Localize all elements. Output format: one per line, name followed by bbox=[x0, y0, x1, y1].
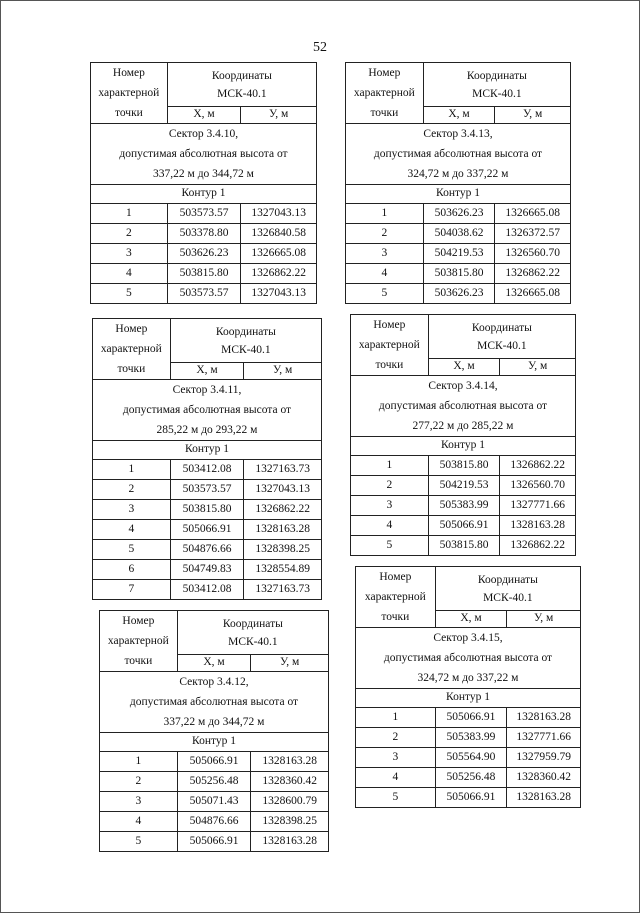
point-number: 2 bbox=[93, 480, 171, 500]
header-point-number bbox=[351, 315, 429, 376]
header-coordinates-line: Координаты bbox=[471, 321, 532, 334]
sector-description bbox=[351, 376, 576, 437]
point-number: 7 bbox=[93, 580, 171, 600]
header-coordinates bbox=[423, 63, 570, 107]
sector-line: допустимая абсолютная высота от bbox=[129, 696, 299, 708]
y-coordinate: 1328554.89 bbox=[244, 560, 322, 580]
y-coordinate: 1327959.79 bbox=[507, 748, 581, 768]
header-point-line: Номер bbox=[373, 319, 406, 331]
header-point-line: характерной bbox=[100, 343, 162, 355]
header-coordinates-line: Координаты bbox=[477, 573, 538, 586]
x-coordinate: 504749.83 bbox=[170, 560, 244, 580]
sector-line: Сектор 3.4.15, bbox=[433, 632, 503, 644]
header-point-line: точки bbox=[124, 655, 153, 667]
header-point-number bbox=[346, 63, 424, 124]
x-coordinate: 503573.57 bbox=[167, 204, 241, 224]
y-coordinate: 1328163.28 bbox=[251, 832, 329, 852]
header-coordinates bbox=[177, 611, 328, 655]
y-coordinate: 1328600.79 bbox=[251, 792, 329, 812]
contour-label: Контур 1 bbox=[100, 733, 329, 752]
y-coordinate: 1328163.28 bbox=[244, 520, 322, 540]
sector-line: допустимая абсолютная высота от bbox=[383, 652, 553, 664]
header-y: У, м bbox=[495, 107, 571, 124]
x-coordinate: 503815.80 bbox=[167, 264, 241, 284]
y-coordinate: 1328398.25 bbox=[251, 812, 329, 832]
table-row bbox=[346, 284, 571, 304]
y-coordinate: 1327043.13 bbox=[241, 284, 317, 304]
y-coordinate: 1327043.13 bbox=[241, 204, 317, 224]
sector-line: Сектор 3.4.14, bbox=[428, 380, 498, 392]
x-coordinate: 503626.23 bbox=[167, 244, 241, 264]
table-row bbox=[346, 224, 571, 244]
x-coordinate: 505066.91 bbox=[435, 708, 507, 728]
point-number: 1 bbox=[93, 460, 171, 480]
y-coordinate: 1327163.73 bbox=[244, 580, 322, 600]
header-point-number bbox=[100, 611, 178, 672]
sector-description bbox=[356, 628, 581, 689]
header-point-number bbox=[356, 567, 436, 628]
header-coordinates-line: МСК-40.1 bbox=[483, 591, 533, 604]
contour-label: Контур 1 bbox=[91, 185, 317, 204]
y-coordinate: 1326862.22 bbox=[495, 264, 571, 284]
header-coordinates bbox=[167, 63, 316, 107]
table-row bbox=[93, 560, 322, 580]
sector-line: допустимая абсолютная высота от bbox=[378, 400, 548, 412]
point-number: 5 bbox=[346, 284, 424, 304]
table-row bbox=[351, 496, 576, 516]
sector-line: допустимая абсолютная высота от bbox=[373, 148, 543, 160]
point-number: 4 bbox=[100, 812, 178, 832]
header-point-line: характерной bbox=[107, 635, 169, 647]
header-point-line: Номер bbox=[122, 615, 155, 627]
header-coordinates-line: МСК-40.1 bbox=[472, 87, 522, 100]
x-coordinate: 503573.57 bbox=[167, 284, 241, 304]
x-coordinate: 503815.80 bbox=[170, 500, 244, 520]
coordinates-table bbox=[92, 318, 322, 600]
x-coordinate: 505256.48 bbox=[435, 768, 507, 788]
point-number: 3 bbox=[100, 792, 178, 812]
point-number: 2 bbox=[91, 224, 168, 244]
header-y: У, м bbox=[500, 359, 576, 376]
header-coordinates bbox=[170, 319, 321, 363]
point-number: 5 bbox=[93, 540, 171, 560]
point-number: 2 bbox=[100, 772, 178, 792]
x-coordinate: 504038.62 bbox=[423, 224, 495, 244]
table-row bbox=[356, 708, 581, 728]
header-y: У, м bbox=[507, 611, 581, 628]
y-coordinate: 1326862.22 bbox=[500, 536, 576, 556]
contour-label: Контур 1 bbox=[356, 689, 581, 708]
x-coordinate: 503626.23 bbox=[423, 284, 495, 304]
table-row bbox=[356, 748, 581, 768]
header-coordinates-line: Координаты bbox=[466, 69, 527, 82]
header-coordinates-line: МСК-40.1 bbox=[228, 635, 278, 648]
table-row bbox=[351, 536, 576, 556]
header-coordinates bbox=[435, 567, 580, 611]
header-point-line: Номер bbox=[112, 67, 145, 79]
table-row bbox=[351, 476, 576, 496]
sector-description bbox=[91, 124, 317, 185]
table-row bbox=[91, 204, 317, 224]
header-point-line: точки bbox=[117, 363, 146, 375]
header-point-line: точки bbox=[381, 611, 410, 623]
table-row bbox=[351, 516, 576, 536]
sector-description bbox=[100, 672, 329, 733]
point-number: 3 bbox=[356, 748, 436, 768]
x-coordinate: 505383.99 bbox=[428, 496, 500, 516]
y-coordinate: 1326560.70 bbox=[495, 244, 571, 264]
header-y: У, м bbox=[241, 107, 317, 124]
table-row bbox=[93, 460, 322, 480]
table-row bbox=[351, 456, 576, 476]
contour-label: Контур 1 bbox=[351, 437, 576, 456]
sector-line: Сектор 3.4.11, bbox=[172, 384, 242, 396]
sector-line: допустимая абсолютная высота от bbox=[122, 404, 292, 416]
point-number: 4 bbox=[91, 264, 168, 284]
header-point-line: Номер bbox=[115, 323, 148, 335]
header-x: X, м bbox=[167, 107, 241, 124]
x-coordinate: 505066.91 bbox=[177, 752, 251, 772]
point-number: 5 bbox=[91, 284, 168, 304]
y-coordinate: 1327043.13 bbox=[244, 480, 322, 500]
sector-line: 277,22 м до 285,22 м bbox=[412, 420, 514, 432]
sector-line: 285,22 м до 293,22 м bbox=[156, 424, 258, 436]
table-row bbox=[93, 540, 322, 560]
table-row bbox=[100, 792, 329, 812]
x-coordinate: 504219.53 bbox=[423, 244, 495, 264]
page-number: 52 bbox=[313, 40, 327, 55]
y-coordinate: 1327163.73 bbox=[244, 460, 322, 480]
header-point-line: характерной bbox=[353, 87, 415, 99]
point-number: 1 bbox=[356, 708, 436, 728]
sector-line: 324,72 м до 337,22 м bbox=[417, 672, 519, 684]
header-point-line: характерной bbox=[364, 591, 426, 603]
sector-description bbox=[93, 380, 322, 441]
point-number: 5 bbox=[356, 788, 436, 808]
contour-label: Контур 1 bbox=[93, 441, 322, 460]
coordinates-table bbox=[90, 62, 317, 304]
x-coordinate: 504876.66 bbox=[170, 540, 244, 560]
sector-line: 337,22 м до 344,72 м bbox=[163, 716, 265, 728]
y-coordinate: 1328163.28 bbox=[500, 516, 576, 536]
y-coordinate: 1326840.58 bbox=[241, 224, 317, 244]
coordinates-table bbox=[350, 314, 576, 556]
point-number: 1 bbox=[91, 204, 168, 224]
table-row bbox=[91, 244, 317, 264]
header-point-line: характерной bbox=[358, 339, 420, 351]
point-number: 3 bbox=[93, 500, 171, 520]
table-row bbox=[356, 788, 581, 808]
header-point-number bbox=[93, 319, 171, 380]
y-coordinate: 1328163.28 bbox=[251, 752, 329, 772]
x-coordinate: 503815.80 bbox=[423, 264, 495, 284]
header-coordinates-line: Координаты bbox=[215, 325, 276, 338]
header-x: X, м bbox=[435, 611, 507, 628]
table-row bbox=[100, 752, 329, 772]
x-coordinate: 505066.91 bbox=[177, 832, 251, 852]
x-coordinate: 503412.08 bbox=[170, 580, 244, 600]
y-coordinate: 1326372.57 bbox=[495, 224, 571, 244]
x-coordinate: 505383.99 bbox=[435, 728, 507, 748]
point-number: 4 bbox=[93, 520, 171, 540]
coordinates-table bbox=[345, 62, 571, 304]
x-coordinate: 503815.80 bbox=[428, 456, 500, 476]
y-coordinate: 1328398.25 bbox=[244, 540, 322, 560]
header-x: X, м bbox=[428, 359, 500, 376]
point-number: 1 bbox=[351, 456, 429, 476]
x-coordinate: 503378.80 bbox=[167, 224, 241, 244]
point-number: 6 bbox=[93, 560, 171, 580]
table-row bbox=[100, 832, 329, 852]
table-row bbox=[93, 500, 322, 520]
table-row bbox=[93, 580, 322, 600]
header-coordinates-line: Координаты bbox=[211, 69, 272, 82]
table-row bbox=[356, 728, 581, 748]
table-row bbox=[100, 772, 329, 792]
header-coordinates bbox=[428, 315, 575, 359]
y-coordinate: 1326665.08 bbox=[495, 204, 571, 224]
point-number: 2 bbox=[356, 728, 436, 748]
x-coordinate: 503815.80 bbox=[428, 536, 500, 556]
y-coordinate: 1326862.22 bbox=[241, 264, 317, 284]
y-coordinate: 1328360.42 bbox=[507, 768, 581, 788]
table-row bbox=[356, 768, 581, 788]
header-point-line: характерной bbox=[98, 87, 160, 99]
x-coordinate: 504219.53 bbox=[428, 476, 500, 496]
header-coordinates-line: МСК-40.1 bbox=[221, 343, 271, 356]
y-coordinate: 1326862.22 bbox=[244, 500, 322, 520]
y-coordinate: 1326862.22 bbox=[500, 456, 576, 476]
table-row bbox=[91, 264, 317, 284]
point-number: 2 bbox=[351, 476, 429, 496]
sector-line: 337,22 м до 344,72 м bbox=[153, 168, 254, 180]
y-coordinate: 1328163.28 bbox=[507, 708, 581, 728]
sector-line: Сектор 3.4.10, bbox=[168, 128, 239, 140]
point-number: 4 bbox=[346, 264, 424, 284]
table-row bbox=[91, 224, 317, 244]
contour-label: Контур 1 bbox=[346, 185, 571, 204]
table-row bbox=[93, 480, 322, 500]
x-coordinate: 505071.43 bbox=[177, 792, 251, 812]
x-coordinate: 503626.23 bbox=[423, 204, 495, 224]
point-number: 2 bbox=[346, 224, 424, 244]
x-coordinate: 503412.08 bbox=[170, 460, 244, 480]
header-point-line: точки bbox=[114, 107, 143, 119]
point-number: 4 bbox=[351, 516, 429, 536]
header-coordinates-line: Координаты bbox=[222, 617, 283, 630]
x-coordinate: 504876.66 bbox=[177, 812, 251, 832]
x-coordinate: 503573.57 bbox=[170, 480, 244, 500]
table-row bbox=[346, 204, 571, 224]
table-row bbox=[346, 244, 571, 264]
header-x: X, м bbox=[170, 363, 244, 380]
table-row bbox=[100, 812, 329, 832]
point-number: 3 bbox=[346, 244, 424, 264]
header-coordinates-line: МСК-40.1 bbox=[217, 87, 267, 100]
header-y: У, м bbox=[244, 363, 322, 380]
header-point-line: точки bbox=[370, 107, 399, 119]
sector-description bbox=[346, 124, 571, 185]
y-coordinate: 1326665.08 bbox=[241, 244, 317, 264]
coordinates-table bbox=[99, 610, 329, 852]
x-coordinate: 505066.91 bbox=[170, 520, 244, 540]
sector-line: Сектор 3.4.13, bbox=[423, 128, 493, 140]
sector-line: Сектор 3.4.12, bbox=[179, 676, 249, 688]
point-number: 1 bbox=[346, 204, 424, 224]
y-coordinate: 1326560.70 bbox=[500, 476, 576, 496]
point-number: 4 bbox=[356, 768, 436, 788]
header-x: X, м bbox=[177, 655, 251, 672]
x-coordinate: 505256.48 bbox=[177, 772, 251, 792]
point-number: 3 bbox=[91, 244, 168, 264]
table-row bbox=[346, 264, 571, 284]
header-point-line: Номер bbox=[379, 571, 412, 583]
header-coordinates-line: МСК-40.1 bbox=[477, 339, 527, 352]
point-number: 1 bbox=[100, 752, 178, 772]
point-number: 3 bbox=[351, 496, 429, 516]
sector-line: допустимая абсолютная высота от bbox=[119, 148, 288, 160]
y-coordinate: 1328360.42 bbox=[251, 772, 329, 792]
coordinates-table bbox=[355, 566, 581, 808]
point-number: 5 bbox=[100, 832, 178, 852]
point-number: 5 bbox=[351, 536, 429, 556]
sector-line: 324,72 м до 337,22 м bbox=[407, 168, 509, 180]
y-coordinate: 1328163.28 bbox=[507, 788, 581, 808]
header-y: У, м bbox=[251, 655, 329, 672]
y-coordinate: 1327771.66 bbox=[507, 728, 581, 748]
x-coordinate: 505564.90 bbox=[435, 748, 507, 768]
x-coordinate: 505066.91 bbox=[428, 516, 500, 536]
header-x: X, м bbox=[423, 107, 495, 124]
y-coordinate: 1327771.66 bbox=[500, 496, 576, 516]
header-point-line: точки bbox=[375, 359, 404, 371]
x-coordinate: 505066.91 bbox=[435, 788, 507, 808]
header-point-line: Номер bbox=[368, 67, 401, 79]
table-row bbox=[91, 284, 317, 304]
table-row bbox=[93, 520, 322, 540]
header-point-number bbox=[91, 63, 168, 124]
y-coordinate: 1326665.08 bbox=[495, 284, 571, 304]
